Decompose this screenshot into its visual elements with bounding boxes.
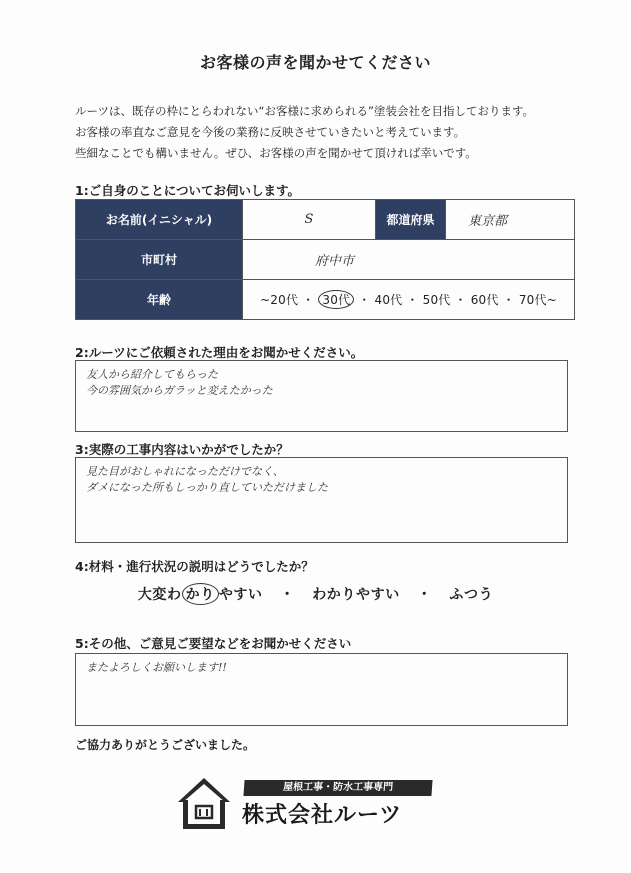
selected-mark: かり xyxy=(182,583,219,605)
prefecture-header: 都道府県 xyxy=(376,200,446,240)
choice-normal[interactable]: ふつう xyxy=(449,587,494,603)
reason-answer-box[interactable] xyxy=(75,360,568,432)
age-option[interactable]: 60代 xyxy=(470,293,499,307)
age-option[interactable]: 70代~ xyxy=(518,293,557,307)
logo-tagline: 屋根工事・防水工事専門 xyxy=(243,780,432,796)
separator: ・ xyxy=(280,587,295,603)
age-option[interactable]: 40代 xyxy=(374,293,403,307)
intro-line: お客様の率直なご意見を今後の業務に反映させていきたいと考えています。 xyxy=(75,125,466,139)
answer-line: 今の雰囲気からガラッと変えたかった xyxy=(86,384,273,397)
age-option[interactable]: 50代 xyxy=(422,293,451,307)
intro-line: 些細なことでも構いません。ぜひ、お客様の声を聞かせて頂ければ幸いです。 xyxy=(75,146,477,160)
age-option-selected[interactable]: 30代 xyxy=(318,290,354,309)
company-logo xyxy=(176,776,446,832)
section3-label: 3:実際の工事内容はいかがでしたか？ xyxy=(75,442,289,457)
city-field[interactable]: 府中市 xyxy=(243,240,575,280)
explanation-choices xyxy=(0,583,631,605)
answer-line: 友人から紹介してもらった xyxy=(86,368,218,381)
age-option[interactable]: ~20代 xyxy=(260,293,299,307)
name-field[interactable]: S xyxy=(243,200,376,240)
choice-clear[interactable]: わかりやすい xyxy=(312,587,400,603)
city-row xyxy=(76,240,575,280)
section4-label: 4:材料・進行状況の説明はどうでしたか？ xyxy=(75,559,314,574)
age-header: 年齢 xyxy=(76,280,243,320)
logo-company-name: 株式会社ルーツ xyxy=(242,803,403,828)
answer-line: またよろしくお願いします!! xyxy=(86,661,227,674)
answer-line: ダメになった所もしっかり直していただけました xyxy=(86,481,328,494)
name-row xyxy=(76,200,575,240)
section2-label: 2:ルーツにご依頼された理由をお聞かせください。 xyxy=(75,345,364,360)
work-answer-box[interactable] xyxy=(75,457,568,543)
house-icon xyxy=(176,776,232,830)
thanks-message: ご協力ありがとうございました。 xyxy=(75,738,256,752)
intro-line: ルーツは、既存の枠にとらわれない“お客様に求められる”塗装会社を目指しております。 xyxy=(75,104,535,118)
separator: ・ xyxy=(417,587,432,603)
answer-line: 見た目がおしゃれになっただけでなく、 xyxy=(86,465,284,478)
city-header: 市町村 xyxy=(76,240,243,280)
age-options: ~20代 ・ 30代 ・ 40代 ・ 50代 ・ 60代 ・ 70代~ xyxy=(243,280,575,320)
choice-very-clear[interactable]: 大変わ かり やすい xyxy=(138,587,263,603)
section1-label: 1:ご自身のことについてお伺いします。 xyxy=(75,183,300,198)
comment-answer-box[interactable] xyxy=(75,653,568,726)
section5-label: 5:その他、ご意見ご要望などをお聞かせください xyxy=(75,636,352,651)
intro-text xyxy=(75,101,575,164)
profile-table xyxy=(75,199,575,320)
prefecture-field[interactable]: 東京都 xyxy=(446,200,575,240)
name-header: お名前(イニシャル) xyxy=(76,200,243,240)
age-row xyxy=(76,280,575,320)
page-title: お客様の声を聞かせてください xyxy=(199,53,431,72)
